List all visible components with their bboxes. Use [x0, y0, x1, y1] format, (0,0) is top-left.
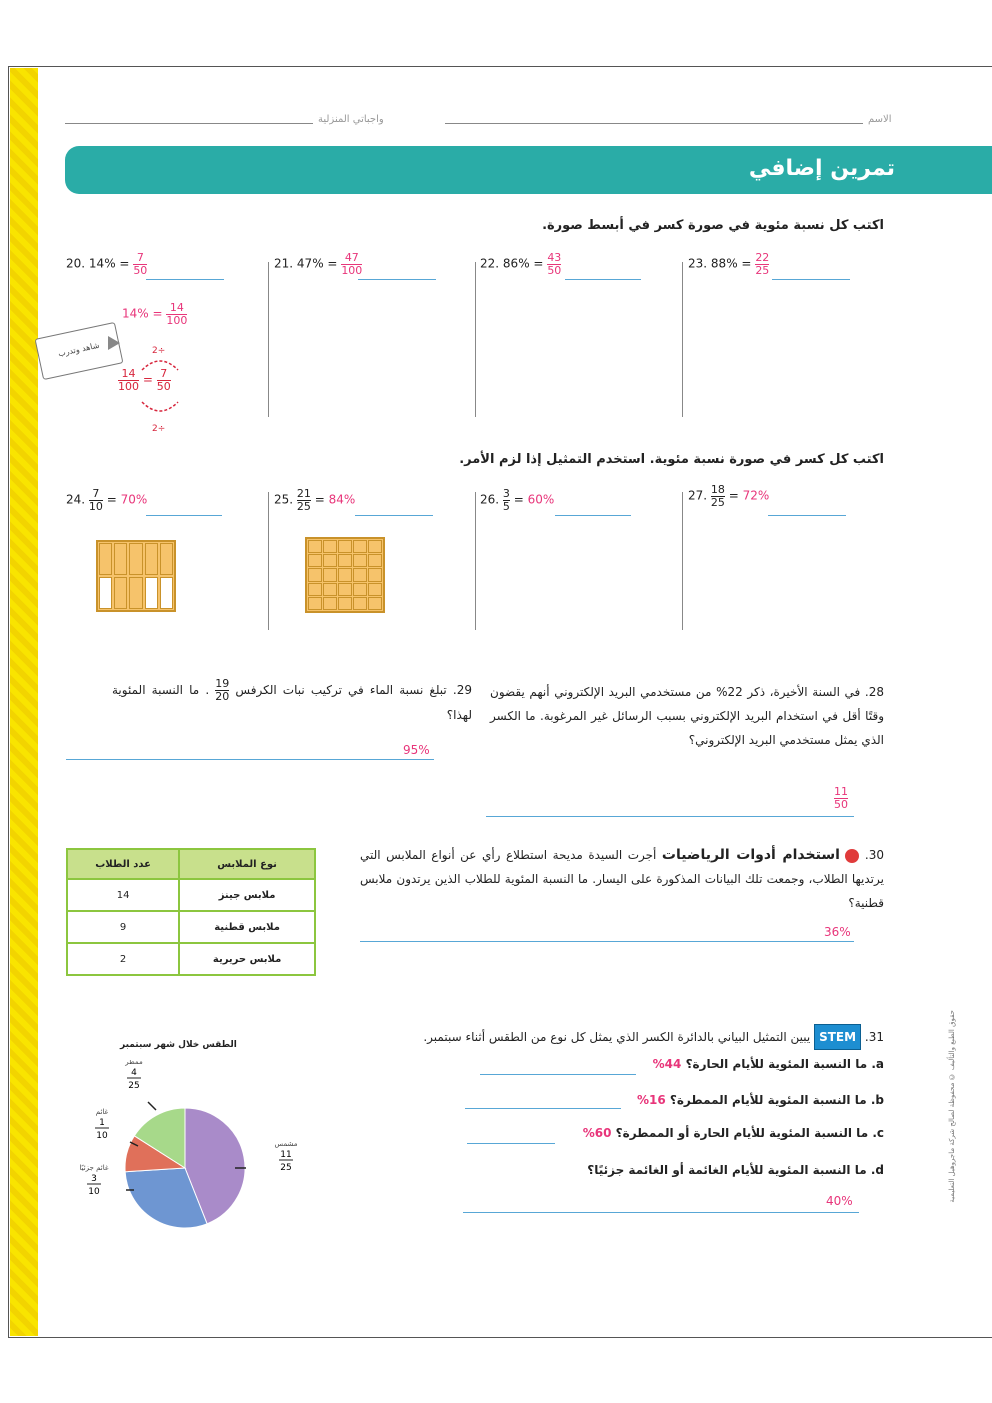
- divider: [682, 262, 683, 417]
- equals-sign: =: [119, 256, 130, 271]
- answer-line-25: [355, 515, 433, 516]
- arrow-right-icon: [108, 336, 120, 350]
- slice-label: مشمس: [274, 1140, 298, 1148]
- q-number: 28.: [864, 685, 884, 699]
- homework-line: [65, 123, 313, 124]
- answer-line-29: [66, 759, 434, 760]
- col-count-header: عدد الطلاب: [67, 849, 179, 879]
- q-number: 21.: [274, 256, 294, 271]
- twenty-fifths-model: [305, 537, 385, 613]
- question-31: 31. STEM يبين التمثيل البياني بالدائرة الكسر الذي يمثل كل نوع من الطقس أثناء سبتمبر.: [280, 1024, 884, 1050]
- watch-practice-callout[interactable]: شاهد وتدرب: [35, 322, 124, 380]
- clothing-table: [66, 848, 316, 976]
- q31-part-c: c. ما النسبة المئوية للأيام الحارة أو الممطرة؟ 60%: [582, 1126, 884, 1140]
- answer-line-23: [772, 279, 850, 280]
- answer-26: 60%: [527, 492, 555, 507]
- q31-part-b: b. ما النسبة المئوية للأيام الممطرة؟ 16%: [636, 1093, 884, 1107]
- slice-label: ممطر: [125, 1060, 143, 1066]
- question-23: [688, 252, 769, 276]
- q-percent: 14%: [88, 256, 116, 271]
- slice-numerator: 3: [91, 1174, 97, 1184]
- question-29: 29. تبلغ نسبة الماء في تركيب نبات الكرفس $\frac{19}{20}$ . ما النسبة المئوية لهذا؟: [112, 677, 472, 722]
- slice-leader-line: [148, 1102, 156, 1110]
- slice-denominator: 10: [96, 1131, 108, 1141]
- divider: [268, 262, 269, 417]
- slice-denominator: 25: [280, 1163, 292, 1173]
- question-28: 28. في السنة الأخيرة، ذكر 22% من مستخدمي البريد الإلكتروني أنهم يقضون وقتًا أقل في استخدام البريد الإلكتروني بسبب الرسائل غير المرغوبة. ما الكسر الذي يمثل مستخدمي البريد الإلكتروني؟: [490, 685, 884, 747]
- answer-line-22: [565, 279, 641, 280]
- answer-line-27: [768, 515, 846, 516]
- answer-24: 70%: [120, 492, 148, 507]
- answer-line-31d: [463, 1212, 859, 1213]
- decorative-stripe: [10, 68, 38, 1336]
- copyright-note: حقوق الطبع والتأليف © محفوظة لصالح شركة ماجروهيل التعليمية: [948, 1010, 956, 1203]
- divider: [475, 262, 476, 417]
- answer-line-31a: [480, 1074, 636, 1075]
- worked-example-line2: $\frac{14}{100}$ = $\frac{7}{50}$: [118, 367, 171, 393]
- table-row: 14 ملابس جينز: [67, 879, 315, 911]
- answer-31b: 16%: [636, 1093, 666, 1107]
- q-number: 31.: [864, 1030, 884, 1044]
- answer-29: 95%: [403, 743, 430, 757]
- answer-line-30: [360, 941, 854, 942]
- col-type-header: نوع الملابس: [179, 849, 315, 879]
- section2-instruction: اكتب كل كسر في صورة نسبة مئوية. استخدم التمثيل إذا لزم الأمر.: [459, 452, 884, 467]
- answer-fraction: $\frac{22}{25}$: [755, 251, 770, 277]
- divider: [475, 492, 476, 630]
- q31-part-d: d. ما النسبة المئوية للأيام الغائمة أو الغائمة جزئيًا؟: [587, 1163, 884, 1177]
- question-24: 24. $\frac{7}{10}$ = 70%: [66, 487, 148, 513]
- q-number: 29.: [452, 683, 472, 697]
- question-20: [66, 252, 147, 276]
- slice-label: غائم: [95, 1108, 109, 1116]
- slice-numerator: 11: [280, 1150, 292, 1160]
- worked-example-line1: 14% = $\frac{14}{100}$: [122, 301, 188, 327]
- divide-arrows-icon: [130, 352, 200, 422]
- divider: [682, 492, 683, 630]
- answer-line-26: [555, 515, 631, 516]
- homework-label: واجباتي المنزلية: [318, 114, 384, 125]
- answer-line-31c: [467, 1143, 555, 1144]
- q-percent: 47%: [296, 256, 324, 271]
- banner-title: تمرين إضافي: [748, 156, 895, 181]
- q30-heading: استخدام أدوات الرياضيات: [661, 847, 840, 863]
- question-22: [480, 252, 561, 276]
- q31-part-a: a. ما النسبة المئوية للأيام الحارة؟ 44%: [652, 1057, 884, 1071]
- name-line: [445, 123, 863, 124]
- q-number: 23.: [688, 256, 708, 271]
- question-21: [274, 252, 362, 276]
- name-label: الاسم: [868, 114, 892, 125]
- table-row: 9 ملابس قطنية: [67, 911, 315, 943]
- answer-27: 72%: [742, 488, 770, 503]
- slice-numerator: 1: [99, 1118, 105, 1128]
- answer-line-31b: [465, 1108, 621, 1109]
- answer-line-24: [146, 515, 222, 516]
- chart-title: الطقس خلال شهر سبتمبر: [120, 1040, 237, 1050]
- answer-31a: 44%: [652, 1057, 682, 1071]
- weather-pie-chart: [60, 1060, 320, 1240]
- q-number: 20.: [66, 256, 86, 271]
- answer-fraction: $\frac{43}{50}$: [547, 251, 562, 277]
- q-number: 30.: [864, 848, 884, 862]
- answer-31d: 40%: [826, 1194, 853, 1208]
- answer-25: 84%: [328, 492, 356, 507]
- table-row: 2 ملابس حريرية: [67, 943, 315, 975]
- slice-numerator: 4: [131, 1068, 137, 1078]
- equals-sign: =: [741, 256, 752, 271]
- section1-instruction: اكتب كل نسبة مئوية في صورة كسر في أبسط صورة.: [542, 218, 884, 233]
- answer-30: 36%: [824, 925, 851, 939]
- slice-label: غائم جزئيًا: [79, 1164, 109, 1172]
- equals-sign: =: [533, 256, 544, 271]
- math-tools-icon: [845, 849, 859, 863]
- slice-denominator: 25: [128, 1081, 140, 1091]
- question-30: 30. استخدام أدوات الرياضيات أجرت السيدة مديحة استطلاع رأي عن أنواع الملابس التي يرتديها الطلاب، وجمعت تلك البيانات المذكورة على اليسار. ما النسبة المئوية للطلاب الذين يرتدون ملابس قطنية؟: [360, 847, 884, 910]
- divide-top-label: 2÷: [152, 346, 166, 356]
- question-26: 26. $\frac{3}{5}$ = 60%: [480, 487, 555, 513]
- answer-line-20: [146, 279, 224, 280]
- question-25: 25. $\frac{21}{25}$ = 84%: [274, 487, 356, 513]
- answer-fraction: $\frac{7}{50}$: [133, 251, 148, 277]
- answer-line-28: [486, 816, 854, 817]
- slice-denominator: 10: [88, 1187, 100, 1197]
- answer-fraction: $\frac{47}{100}$: [341, 251, 363, 277]
- q-percent: 88%: [710, 256, 738, 271]
- tenths-model: [96, 540, 176, 612]
- answer-28: $\frac{11}{50}$: [834, 785, 848, 811]
- divide-bottom-label: 2÷: [152, 424, 166, 434]
- answer-31c: 60%: [582, 1126, 612, 1140]
- question-27: 27. $\frac{18}{25}$ = 72%: [688, 483, 770, 509]
- section-banner: [65, 146, 992, 194]
- stem-badge: STEM: [814, 1024, 861, 1050]
- equals-sign: =: [327, 256, 338, 271]
- q-number: 22.: [480, 256, 500, 271]
- answer-line-21: [358, 279, 436, 280]
- q-percent: 86%: [502, 256, 530, 271]
- divider: [268, 492, 269, 630]
